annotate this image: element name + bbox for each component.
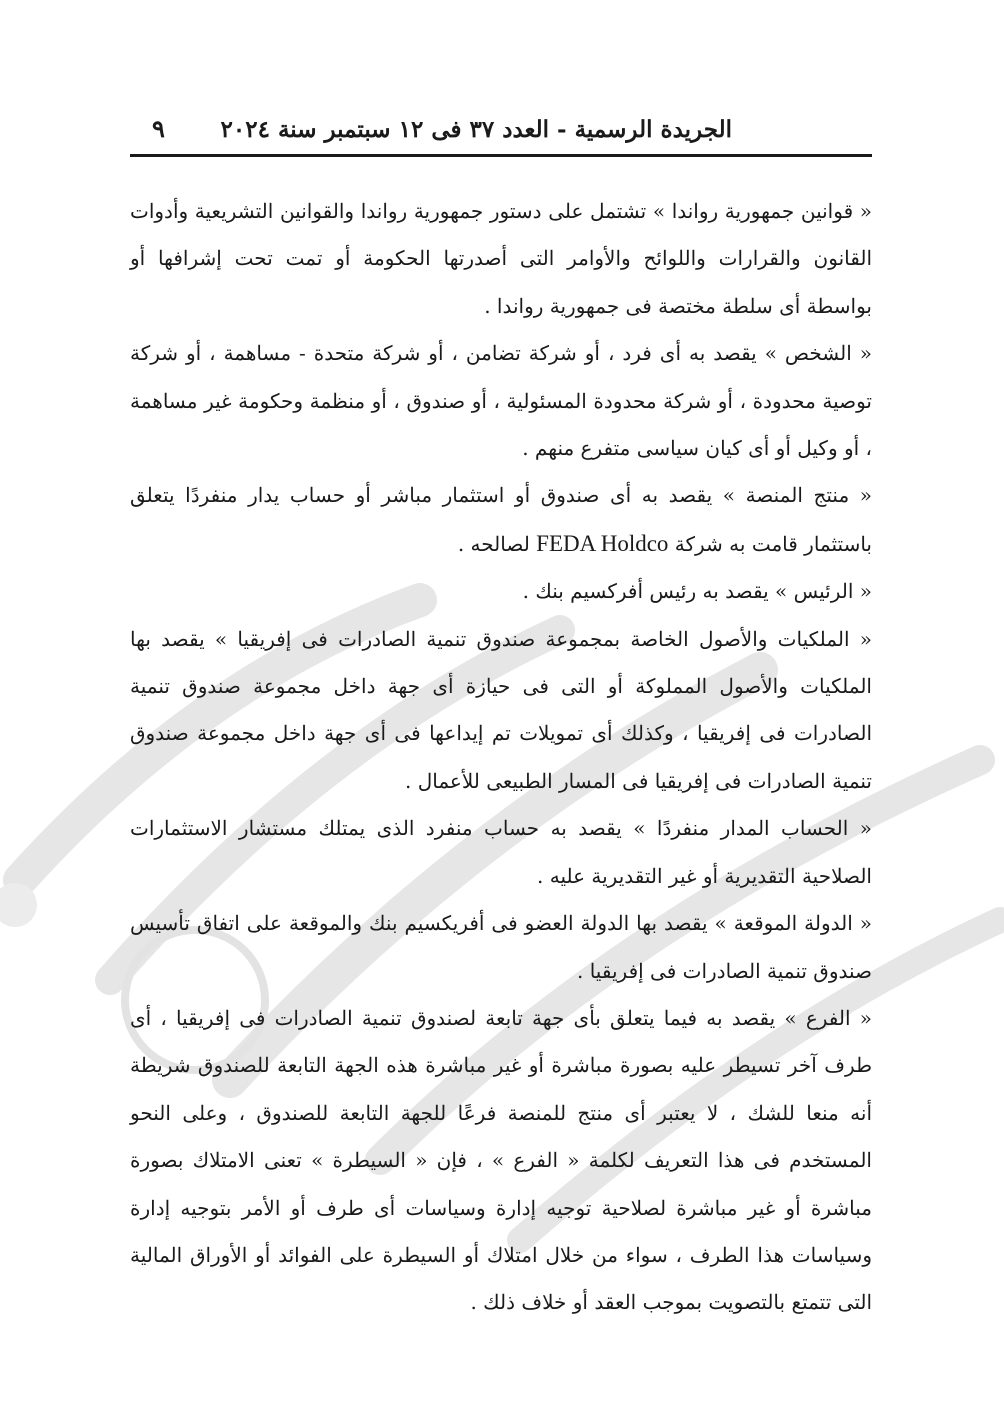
header-divider (130, 154, 872, 157)
definition-paragraph (130, 995, 872, 1327)
definition-paragraph (130, 188, 872, 330)
definition-paragraph (130, 568, 872, 615)
page-number: ٩ (152, 114, 165, 143)
definition-paragraph (130, 900, 872, 995)
definition-text: « الفرع » يقصد به فيما يتعلق بأى جهة تابعة لصندوق تنمية الصادرات فى إفريقيا ، أى طرف آخر تسيطر عليه بصورة مباشرة أو غير مباشرة هذه الجهة التابعة للصندوق شريطة أنه منعا للشك ، لا يعتبر أى منتج للمنصة فرعًا للجهة التابعة للصندوق ، وعلى النحو المستخدم فى هذا التعريف لكلمة « الفرع » ، فإن « السيطرة » تعنى الامتلاك بصورة مباشرة أو غير مباشرة لصلاحية توجيه إدارة وسياسات أى طرف أو الأمر بتوجيه إدارة وسياسات هذا الطرف ، سواء من خلال امتلاك أو السيطرة على الفوائد أو الأوراق المالية التى تتمتع بالتصويت بموجب العقد أو خلاف ذلك . (130, 1005, 872, 1315)
definition-paragraph (130, 472, 872, 568)
definition-paragraph (130, 805, 872, 900)
page-header (130, 112, 872, 152)
definition-text: « منتج المنصة » يقصد به أى صندوق أو استثمار مباشر أو حساب يدار منفردًا يتعلق باستثمار قامت به شركة (130, 483, 872, 556)
gazette-issue-title: الجريدة الرسمية - العدد ٣٧ فى ١٢ سبتمبر سنة ٢٠٢٤ (220, 116, 732, 143)
definition-paragraph (130, 616, 872, 806)
definition-text: « الدولة الموقعة » يقصد بها الدولة العضو فى أفريكسيم بنك والموقعة على اتفاق تأسيس صندوق تنمية الصادرات فى إفريقيا . (130, 911, 872, 983)
definition-text: « الرئيس » يقصد به رئيس أفركسيم بنك . (522, 579, 872, 604)
definition-text: « الحساب المدار منفردًا » يقصد به حساب منفرد الذى يمتلك مستشار الاستثمارات الصلاحية التقديرية أو غير التقديرية عليه . (130, 816, 872, 888)
definition-text: « الشخص » يقصد به أى فرد ، أو شركة تضامن ، أو شركة متحدة - مساهمة ، أو شركة توصية محدودة ، أو شركة محدودة المسئولية ، أو صندوق ، أو منظمة وحكومة غير مساهمة ، أو وكيل أو أى كيان سياسى متفرع منهم . (130, 341, 872, 461)
definition-text: « قوانين جمهورية رواندا » تشتمل على دستور جمهورية رواندا والقوانين التشريعية وأدوات القانون والقرارات واللوائح والأوامر التى أصدرتها الحكومة أو تمت تحت إشرافها أو بواسطة أى سلطة مختصة فى جمهورية رواندا . (130, 199, 872, 318)
definitions-body (130, 188, 872, 1327)
definition-text: « الملكيات والأصول الخاصة بمجموعة صندوق تنمية الصادرات فى إفريقيا » يقصد بها الملكيات والأصول المملوكة أو التى فى حيازة أى جهة داخل مجموعة صندوق تنمية الصادرات فى إفريقيا ، وكذلك أى تمويلات تم إيداعها فى أى جهة داخل مجموعة صندوق تنمية الصادرات فى إفريقيا فى المسار الطبيعى للأعمال . (130, 626, 872, 793)
definition-paragraph (130, 330, 872, 472)
definition-text: لصالحه . (457, 531, 537, 556)
company-name: FEDA Holdco (536, 530, 669, 556)
